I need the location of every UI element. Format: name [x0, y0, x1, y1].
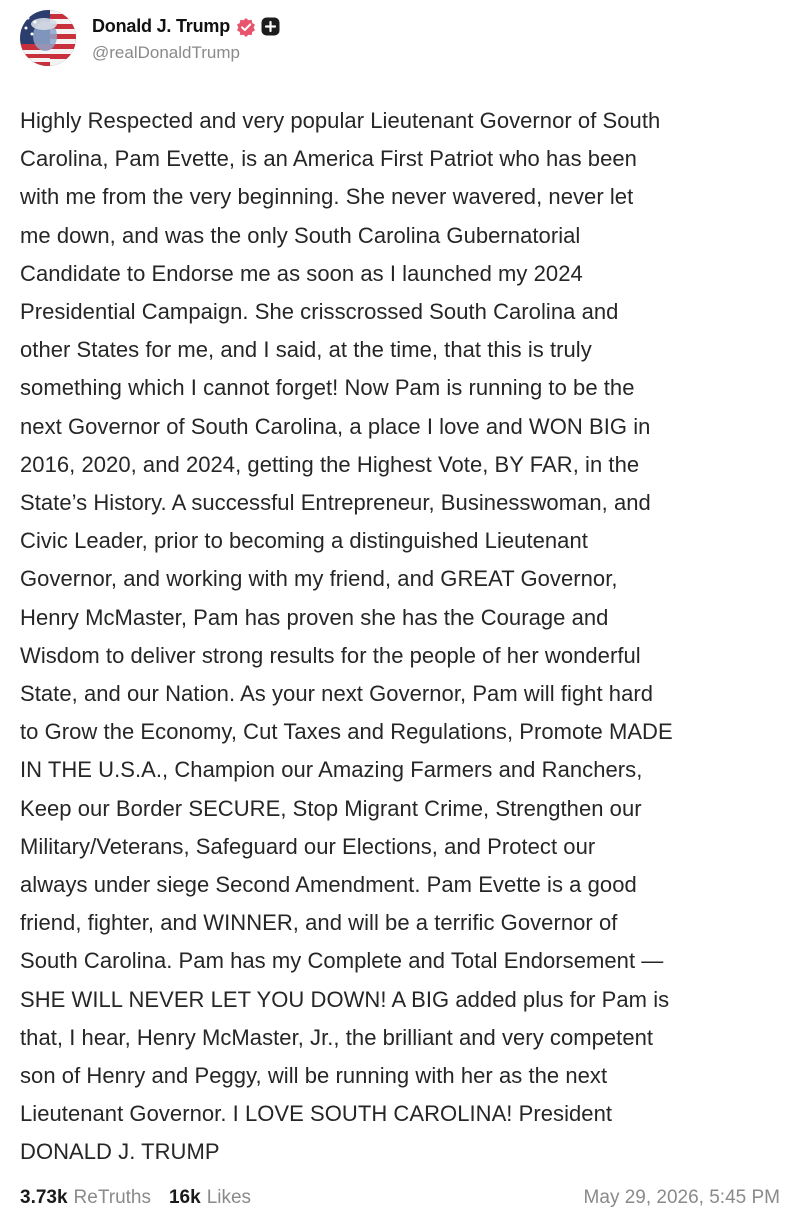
verified-badge-icon — [236, 17, 256, 37]
author-handle[interactable]: @realDonaldTrump — [92, 42, 240, 62]
post-footer — [20, 1183, 780, 1213]
retruths-stat[interactable] — [20, 1187, 151, 1209]
retruths-count: 3.73k — [20, 1187, 68, 1208]
post-stats — [20, 1187, 269, 1209]
avatar[interactable] — [20, 10, 76, 66]
retruths-label: ReTruths — [73, 1187, 151, 1208]
name-row — [92, 14, 280, 40]
likes-label: Likes — [206, 1187, 252, 1208]
author-names — [92, 14, 280, 63]
post-header — [20, 10, 280, 66]
flag-portrait-avatar-icon — [20, 10, 76, 66]
likes-stat[interactable] — [169, 1187, 251, 1209]
display-name[interactable]: Donald J. Trump — [92, 16, 231, 36]
likes-count: 16k — [168, 1187, 201, 1208]
post-timestamp[interactable]: May 29, 2026, 5:45 PM — [583, 1187, 780, 1208]
post-text: Highly Respected and very popular Lieutenant Governor of South Carolina, Pam Evette, is an America First Patriot who has been with me from the very beginning. She never wavered, never let me down, and was the only South Carolina Gubernatorial Candidate to Endorse me as soon as I launched my 2024 Presidential Campaign. She crisscrossed South Carolina and other States for me, and I said, at the time, that this is truly something which I cannot forget! Now Pam is running to be the next Governor of South Carolina, a place I love and WON BIG in 2016, 2020, and 2024, getting the Highest Vote, BY FAR, in the State’s History. A successful Entrepreneur, Businesswoman, and Civic Leader, prior to becoming a distinguished Lieutenant Governor, and working with my friend, and GREAT Governor, Henry McMaster, Pam has proven she has the Courage and Wisdom to deliver strong results for the people of her wonderful State, and our Nation. As your next Governor, Pam will fight hard to Grow the Economy, Cut Taxes and Regulations, Promote MADE IN THE U.S.A., Champion our Amazing Farmers and Ranchers, Keep our Border SECURE, Stop Migrant Crime, Strengthen our Military/Veterans, Safeguard our Elections, and Protect our always under siege Second Amendment. Pam Evette is a good friend, fighter, and WINNER, and will be a terrific Governor of South Carolina. Pam has my Complete and Total Endorsement — SHE WILL NEVER LET YOU DOWN! A BIG added plus for Pam is that, I hear, Henry McMaster, Jr., the brilliant and very competent son of Henry and Peggy, will be running with her as the next Lieutenant Governor. I LOVE SOUTH CAROLINA! President DONALD J. TRUMP — [20, 108, 673, 1165]
plus-badge-icon — [261, 17, 280, 36]
